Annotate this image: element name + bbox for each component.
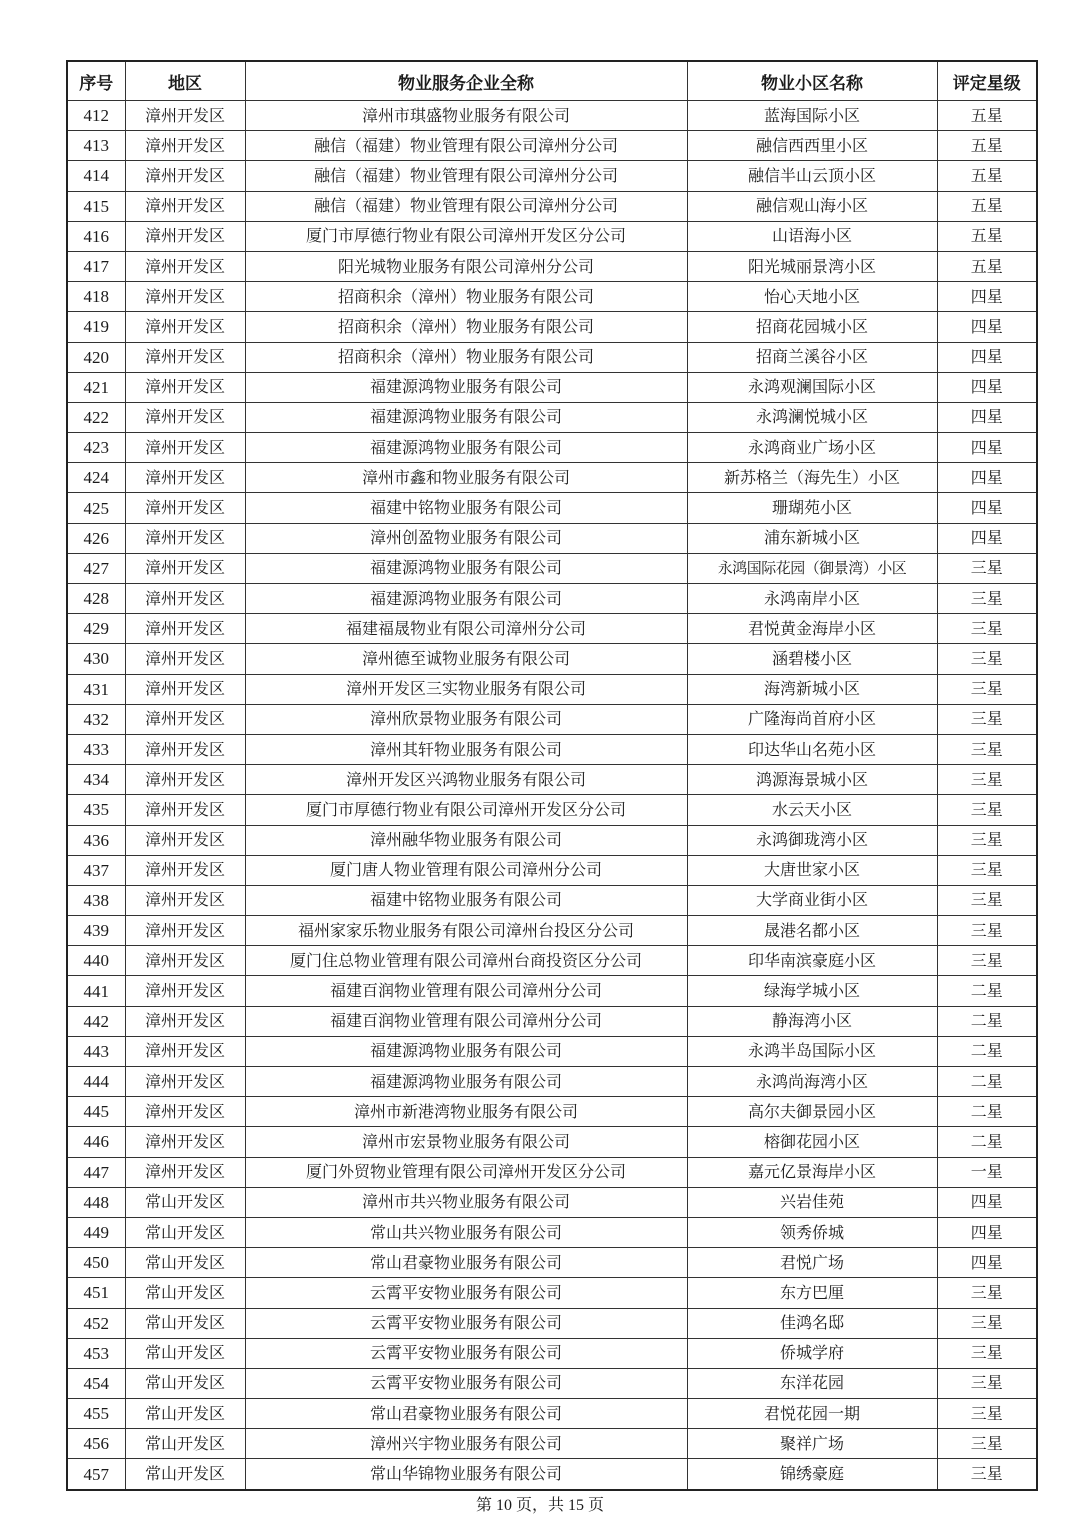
cell-no: 451 (67, 1278, 125, 1308)
header-no: 序号 (67, 61, 125, 101)
cell-area: 漳州开发区 (125, 704, 245, 734)
cell-rating: 三星 (937, 1368, 1037, 1398)
cell-area: 常山开发区 (125, 1278, 245, 1308)
cell-rating: 三星 (937, 855, 1037, 885)
cell-rating: 三星 (937, 885, 1037, 915)
cell-area: 漳州开发区 (125, 584, 245, 614)
table-row (67, 493, 1037, 523)
cell-community: 聚祥广场 (687, 1429, 937, 1459)
cell-company: 云霄平安物业服务有限公司 (245, 1368, 687, 1398)
table-row (67, 1036, 1037, 1066)
cell-no: 433 (67, 734, 125, 764)
cell-community: 绿海学城小区 (687, 976, 937, 1006)
cell-area: 漳州开发区 (125, 1036, 245, 1066)
table-row (67, 1429, 1037, 1459)
cell-community: 永鸿御珑湾小区 (687, 825, 937, 855)
cell-community: 大唐世家小区 (687, 855, 937, 885)
cell-no: 443 (67, 1036, 125, 1066)
cell-company: 常山华锦物业服务有限公司 (245, 1459, 687, 1490)
cell-rating: 五星 (937, 251, 1037, 281)
cell-company: 招商积余（漳州）物业服务有限公司 (245, 342, 687, 372)
cell-company: 招商积余（漳州）物业服务有限公司 (245, 282, 687, 312)
table-row (67, 855, 1037, 885)
table-row (67, 584, 1037, 614)
cell-rating: 四星 (937, 342, 1037, 372)
cell-no: 452 (67, 1308, 125, 1338)
table-row (67, 1368, 1037, 1398)
cell-community: 蓝海国际小区 (687, 101, 937, 131)
cell-no: 426 (67, 523, 125, 553)
cell-company: 云霄平安物业服务有限公司 (245, 1308, 687, 1338)
cell-no: 425 (67, 493, 125, 523)
cell-area: 漳州开发区 (125, 1127, 245, 1157)
cell-rating: 四星 (937, 312, 1037, 342)
cell-community: 融信观山海小区 (687, 191, 937, 221)
cell-company: 漳州融华物业服务有限公司 (245, 825, 687, 855)
cell-company: 厦门唐人物业管理有限公司漳州分公司 (245, 855, 687, 885)
cell-area: 漳州开发区 (125, 795, 245, 825)
cell-area: 漳州开发区 (125, 976, 245, 1006)
cell-area: 漳州开发区 (125, 191, 245, 221)
cell-no: 429 (67, 614, 125, 644)
cell-rating: 四星 (937, 402, 1037, 432)
cell-no: 436 (67, 825, 125, 855)
cell-area: 常山开发区 (125, 1308, 245, 1338)
table-row (67, 402, 1037, 432)
cell-rating: 四星 (937, 372, 1037, 402)
cell-area: 漳州开发区 (125, 1067, 245, 1097)
cell-rating: 三星 (937, 795, 1037, 825)
cell-company: 厦门市厚德行物业有限公司漳州开发区分公司 (245, 795, 687, 825)
cell-company: 云霄平安物业服务有限公司 (245, 1278, 687, 1308)
cell-no: 422 (67, 402, 125, 432)
cell-no: 423 (67, 433, 125, 463)
cell-no: 441 (67, 976, 125, 1006)
cell-area: 漳州开发区 (125, 734, 245, 764)
cell-company: 漳州开发区三实物业服务有限公司 (245, 674, 687, 704)
cell-area: 漳州开发区 (125, 553, 245, 583)
cell-no: 432 (67, 704, 125, 734)
table-row (67, 1278, 1037, 1308)
cell-company: 漳州创盈物业服务有限公司 (245, 523, 687, 553)
cell-community: 君悦花园一期 (687, 1399, 937, 1429)
cell-no: 442 (67, 1006, 125, 1036)
cell-community: 印达华山名苑小区 (687, 734, 937, 764)
cell-company: 漳州欣景物业服务有限公司 (245, 704, 687, 734)
cell-community: 新苏格兰（海先生）小区 (687, 463, 937, 493)
cell-no: 448 (67, 1187, 125, 1217)
cell-no: 456 (67, 1429, 125, 1459)
cell-community: 怡心天地小区 (687, 282, 937, 312)
cell-rating: 三星 (937, 1278, 1037, 1308)
cell-community: 东方巴厘 (687, 1278, 937, 1308)
cell-rating: 三星 (937, 614, 1037, 644)
cell-company: 常山君豪物业服务有限公司 (245, 1399, 687, 1429)
cell-no: 421 (67, 372, 125, 402)
cell-area: 漳州开发区 (125, 916, 245, 946)
cell-company: 漳州市共兴物业服务有限公司 (245, 1187, 687, 1217)
table-row (67, 946, 1037, 976)
cell-no: 419 (67, 312, 125, 342)
table-row (67, 101, 1037, 131)
cell-rating: 三星 (937, 916, 1037, 946)
cell-no: 412 (67, 101, 125, 131)
table-header (67, 61, 1037, 101)
cell-community: 浦东新城小区 (687, 523, 937, 553)
header-rating: 评定星级 (937, 61, 1037, 101)
table-row (67, 644, 1037, 674)
table-row (67, 1459, 1037, 1490)
cell-area: 漳州开发区 (125, 161, 245, 191)
cell-company: 厦门住总物业管理有限公司漳州台商投资区分公司 (245, 946, 687, 976)
table-container (66, 60, 1036, 1491)
table-row (67, 1248, 1037, 1278)
cell-rating: 五星 (937, 101, 1037, 131)
table-row (67, 916, 1037, 946)
cell-no: 438 (67, 885, 125, 915)
cell-community: 永鸿南岸小区 (687, 584, 937, 614)
table-row (67, 674, 1037, 704)
cell-community: 东洋花园 (687, 1368, 937, 1398)
cell-rating: 二星 (937, 1036, 1037, 1066)
table-row (67, 131, 1037, 161)
cell-company: 福建源鸿物业服务有限公司 (245, 553, 687, 583)
table-row (67, 251, 1037, 281)
cell-community: 山语海小区 (687, 221, 937, 251)
cell-community: 永鸿澜悦城小区 (687, 402, 937, 432)
table-row (67, 1187, 1037, 1217)
cell-rating: 四星 (937, 282, 1037, 312)
cell-rating: 三星 (937, 734, 1037, 764)
cell-area: 漳州开发区 (125, 644, 245, 674)
cell-community: 君悦广场 (687, 1248, 937, 1278)
cell-company: 融信（福建）物业管理有限公司漳州分公司 (245, 191, 687, 221)
cell-area: 漳州开发区 (125, 765, 245, 795)
cell-no: 417 (67, 251, 125, 281)
cell-rating: 三星 (937, 1338, 1037, 1368)
cell-area: 漳州开发区 (125, 825, 245, 855)
cell-company: 福建中铭物业服务有限公司 (245, 885, 687, 915)
cell-area: 常山开发区 (125, 1217, 245, 1247)
cell-no: 453 (67, 1338, 125, 1368)
cell-community: 永鸿国际花园（御景湾）小区 (687, 553, 937, 583)
table-row (67, 433, 1037, 463)
cell-community: 榕御花园小区 (687, 1127, 937, 1157)
cell-no: 431 (67, 674, 125, 704)
table-row (67, 161, 1037, 191)
cell-community: 融信西西里小区 (687, 131, 937, 161)
cell-company: 融信（福建）物业管理有限公司漳州分公司 (245, 131, 687, 161)
table-body (67, 101, 1037, 1490)
cell-no: 427 (67, 553, 125, 583)
table-row (67, 795, 1037, 825)
cell-rating: 三星 (937, 1399, 1037, 1429)
cell-company: 云霄平安物业服务有限公司 (245, 1338, 687, 1368)
cell-community: 佳鸿名邸 (687, 1308, 937, 1338)
cell-company: 福建源鸿物业服务有限公司 (245, 433, 687, 463)
cell-rating: 二星 (937, 976, 1037, 1006)
cell-area: 漳州开发区 (125, 674, 245, 704)
cell-rating: 二星 (937, 1127, 1037, 1157)
table-row (67, 1067, 1037, 1097)
table-row (67, 1308, 1037, 1338)
cell-area: 漳州开发区 (125, 342, 245, 372)
cell-rating: 四星 (937, 463, 1037, 493)
cell-company: 福建源鸿物业服务有限公司 (245, 372, 687, 402)
cell-community: 融信半山云顶小区 (687, 161, 937, 191)
cell-rating: 四星 (937, 1187, 1037, 1217)
table-row (67, 191, 1037, 221)
cell-community: 珊瑚苑小区 (687, 493, 937, 523)
cell-area: 常山开发区 (125, 1248, 245, 1278)
header-company: 物业服务企业全称 (245, 61, 687, 101)
cell-rating: 四星 (937, 523, 1037, 553)
cell-company: 招商积余（漳州）物业服务有限公司 (245, 312, 687, 342)
cell-area: 漳州开发区 (125, 1006, 245, 1036)
cell-rating: 五星 (937, 131, 1037, 161)
cell-no: 413 (67, 131, 125, 161)
table-row (67, 342, 1037, 372)
cell-company: 融信（福建）物业管理有限公司漳州分公司 (245, 161, 687, 191)
cell-rating: 四星 (937, 1217, 1037, 1247)
cell-rating: 二星 (937, 1006, 1037, 1036)
cell-rating: 三星 (937, 1429, 1037, 1459)
table-row (67, 221, 1037, 251)
cell-area: 常山开发区 (125, 1429, 245, 1459)
cell-area: 漳州开发区 (125, 463, 245, 493)
table-row (67, 553, 1037, 583)
cell-community: 高尔夫御景园小区 (687, 1097, 937, 1127)
cell-company: 福建源鸿物业服务有限公司 (245, 1067, 687, 1097)
cell-no: 447 (67, 1157, 125, 1187)
cell-company: 常山君豪物业服务有限公司 (245, 1248, 687, 1278)
cell-no: 450 (67, 1248, 125, 1278)
cell-no: 434 (67, 765, 125, 795)
cell-rating: 五星 (937, 191, 1037, 221)
table-row (67, 765, 1037, 795)
cell-area: 漳州开发区 (125, 433, 245, 463)
cell-area: 常山开发区 (125, 1459, 245, 1490)
cell-rating: 三星 (937, 1459, 1037, 1490)
cell-community: 兴岩佳苑 (687, 1187, 937, 1217)
cell-no: 454 (67, 1368, 125, 1398)
cell-area: 漳州开发区 (125, 101, 245, 131)
cell-no: 424 (67, 463, 125, 493)
cell-community: 海湾新城小区 (687, 674, 937, 704)
cell-company: 福建福晟物业有限公司漳州分公司 (245, 614, 687, 644)
cell-company: 漳州市琪盛物业服务有限公司 (245, 101, 687, 131)
cell-no: 437 (67, 855, 125, 885)
cell-rating: 三星 (937, 584, 1037, 614)
cell-area: 漳州开发区 (125, 614, 245, 644)
cell-rating: 四星 (937, 493, 1037, 523)
cell-area: 漳州开发区 (125, 946, 245, 976)
cell-community: 永鸿商业广场小区 (687, 433, 937, 463)
cell-area: 常山开发区 (125, 1338, 245, 1368)
cell-company: 漳州兴宇物业服务有限公司 (245, 1429, 687, 1459)
cell-no: 420 (67, 342, 125, 372)
cell-community: 招商花园城小区 (687, 312, 937, 342)
cell-company: 福建源鸿物业服务有限公司 (245, 1036, 687, 1066)
table-row (67, 523, 1037, 553)
cell-no: 418 (67, 282, 125, 312)
table-row (67, 614, 1037, 644)
table-row (67, 885, 1037, 915)
cell-area: 漳州开发区 (125, 1097, 245, 1127)
cell-company: 漳州市鑫和物业服务有限公司 (245, 463, 687, 493)
cell-no: 446 (67, 1127, 125, 1157)
cell-company: 厦门外贸物业管理有限公司漳州开发区分公司 (245, 1157, 687, 1187)
cell-rating: 二星 (937, 1067, 1037, 1097)
cell-no: 449 (67, 1217, 125, 1247)
cell-no: 435 (67, 795, 125, 825)
cell-no: 444 (67, 1067, 125, 1097)
cell-company: 福州家家乐物业服务有限公司漳州台投区分公司 (245, 916, 687, 946)
table-row (67, 976, 1037, 1006)
cell-community: 锦绣豪庭 (687, 1459, 937, 1490)
table-row (67, 1338, 1037, 1368)
cell-company: 漳州德至诚物业服务有限公司 (245, 644, 687, 674)
cell-rating: 一星 (937, 1157, 1037, 1187)
cell-area: 常山开发区 (125, 1187, 245, 1217)
cell-rating: 三星 (937, 704, 1037, 734)
cell-company: 福建百润物业管理有限公司漳州分公司 (245, 976, 687, 1006)
cell-area: 漳州开发区 (125, 1157, 245, 1187)
cell-rating: 五星 (937, 161, 1037, 191)
cell-area: 漳州开发区 (125, 131, 245, 161)
table-row (67, 1217, 1037, 1247)
cell-area: 漳州开发区 (125, 372, 245, 402)
cell-no: 457 (67, 1459, 125, 1490)
cell-rating: 三星 (937, 946, 1037, 976)
cell-no: 428 (67, 584, 125, 614)
header-area: 地区 (125, 61, 245, 101)
cell-community: 大学商业街小区 (687, 885, 937, 915)
cell-rating: 三星 (937, 1308, 1037, 1338)
cell-company: 漳州市宏景物业服务有限公司 (245, 1127, 687, 1157)
table-row (67, 282, 1037, 312)
cell-area: 漳州开发区 (125, 282, 245, 312)
cell-community: 永鸿半岛国际小区 (687, 1036, 937, 1066)
cell-area: 漳州开发区 (125, 402, 245, 432)
cell-community: 永鸿观澜国际小区 (687, 372, 937, 402)
cell-community: 水云天小区 (687, 795, 937, 825)
cell-community: 印华南滨豪庭小区 (687, 946, 937, 976)
cell-rating: 三星 (937, 553, 1037, 583)
cell-rating: 五星 (937, 221, 1037, 251)
cell-rating: 三星 (937, 674, 1037, 704)
cell-community: 领秀侨城 (687, 1217, 937, 1247)
table-row (67, 1127, 1037, 1157)
table-row (67, 1157, 1037, 1187)
cell-community: 嘉元亿景海岸小区 (687, 1157, 937, 1187)
cell-community: 涵碧楼小区 (687, 644, 937, 674)
cell-community: 君悦黄金海岸小区 (687, 614, 937, 644)
cell-company: 常山共兴物业服务有限公司 (245, 1217, 687, 1247)
cell-rating: 三星 (937, 825, 1037, 855)
table-row (67, 1006, 1037, 1036)
cell-no: 445 (67, 1097, 125, 1127)
cell-company: 福建源鸿物业服务有限公司 (245, 584, 687, 614)
cell-community: 静海湾小区 (687, 1006, 937, 1036)
cell-area: 漳州开发区 (125, 523, 245, 553)
cell-community: 鸿源海景城小区 (687, 765, 937, 795)
table-row (67, 312, 1037, 342)
cell-no: 416 (67, 221, 125, 251)
cell-area: 漳州开发区 (125, 855, 245, 885)
cell-company: 漳州市新港湾物业服务有限公司 (245, 1097, 687, 1127)
cell-no: 415 (67, 191, 125, 221)
table-row (67, 372, 1037, 402)
table-row (67, 704, 1037, 734)
cell-company: 漳州其轩物业服务有限公司 (245, 734, 687, 764)
header-row (67, 61, 1037, 101)
cell-area: 常山开发区 (125, 1368, 245, 1398)
table-row (67, 1399, 1037, 1429)
cell-community: 阳光城丽景湾小区 (687, 251, 937, 281)
cell-no: 440 (67, 946, 125, 976)
cell-company: 福建中铭物业服务有限公司 (245, 493, 687, 523)
cell-community: 永鸿尚海湾小区 (687, 1067, 937, 1097)
cell-community: 招商兰溪谷小区 (687, 342, 937, 372)
cell-company: 福建源鸿物业服务有限公司 (245, 402, 687, 432)
table-row (67, 463, 1037, 493)
cell-company: 漳州开发区兴鸿物业服务有限公司 (245, 765, 687, 795)
cell-area: 漳州开发区 (125, 885, 245, 915)
cell-no: 414 (67, 161, 125, 191)
cell-rating: 四星 (937, 1248, 1037, 1278)
table-row (67, 734, 1037, 764)
cell-community: 晟港名都小区 (687, 916, 937, 946)
cell-company: 福建百润物业管理有限公司漳州分公司 (245, 1006, 687, 1036)
cell-rating: 二星 (937, 1097, 1037, 1127)
property-rating-table (66, 60, 1038, 1491)
cell-area: 漳州开发区 (125, 251, 245, 281)
cell-rating: 四星 (937, 433, 1037, 463)
cell-area: 漳州开发区 (125, 493, 245, 523)
cell-area: 漳州开发区 (125, 221, 245, 251)
cell-no: 439 (67, 916, 125, 946)
header-community: 物业小区名称 (687, 61, 937, 101)
cell-community: 侨城学府 (687, 1338, 937, 1368)
cell-company: 厦门市厚德行物业有限公司漳州开发区分公司 (245, 221, 687, 251)
cell-community: 广隆海尚首府小区 (687, 704, 937, 734)
table-row (67, 1097, 1037, 1127)
cell-company: 阳光城物业服务有限公司漳州分公司 (245, 251, 687, 281)
cell-no: 430 (67, 644, 125, 674)
table-row (67, 825, 1037, 855)
cell-area: 漳州开发区 (125, 312, 245, 342)
cell-rating: 三星 (937, 644, 1037, 674)
page-footer: 第 10 页，共 15 页 (475, 1497, 604, 1514)
cell-no: 455 (67, 1399, 125, 1429)
cell-area: 常山开发区 (125, 1399, 245, 1429)
cell-rating: 三星 (937, 765, 1037, 795)
